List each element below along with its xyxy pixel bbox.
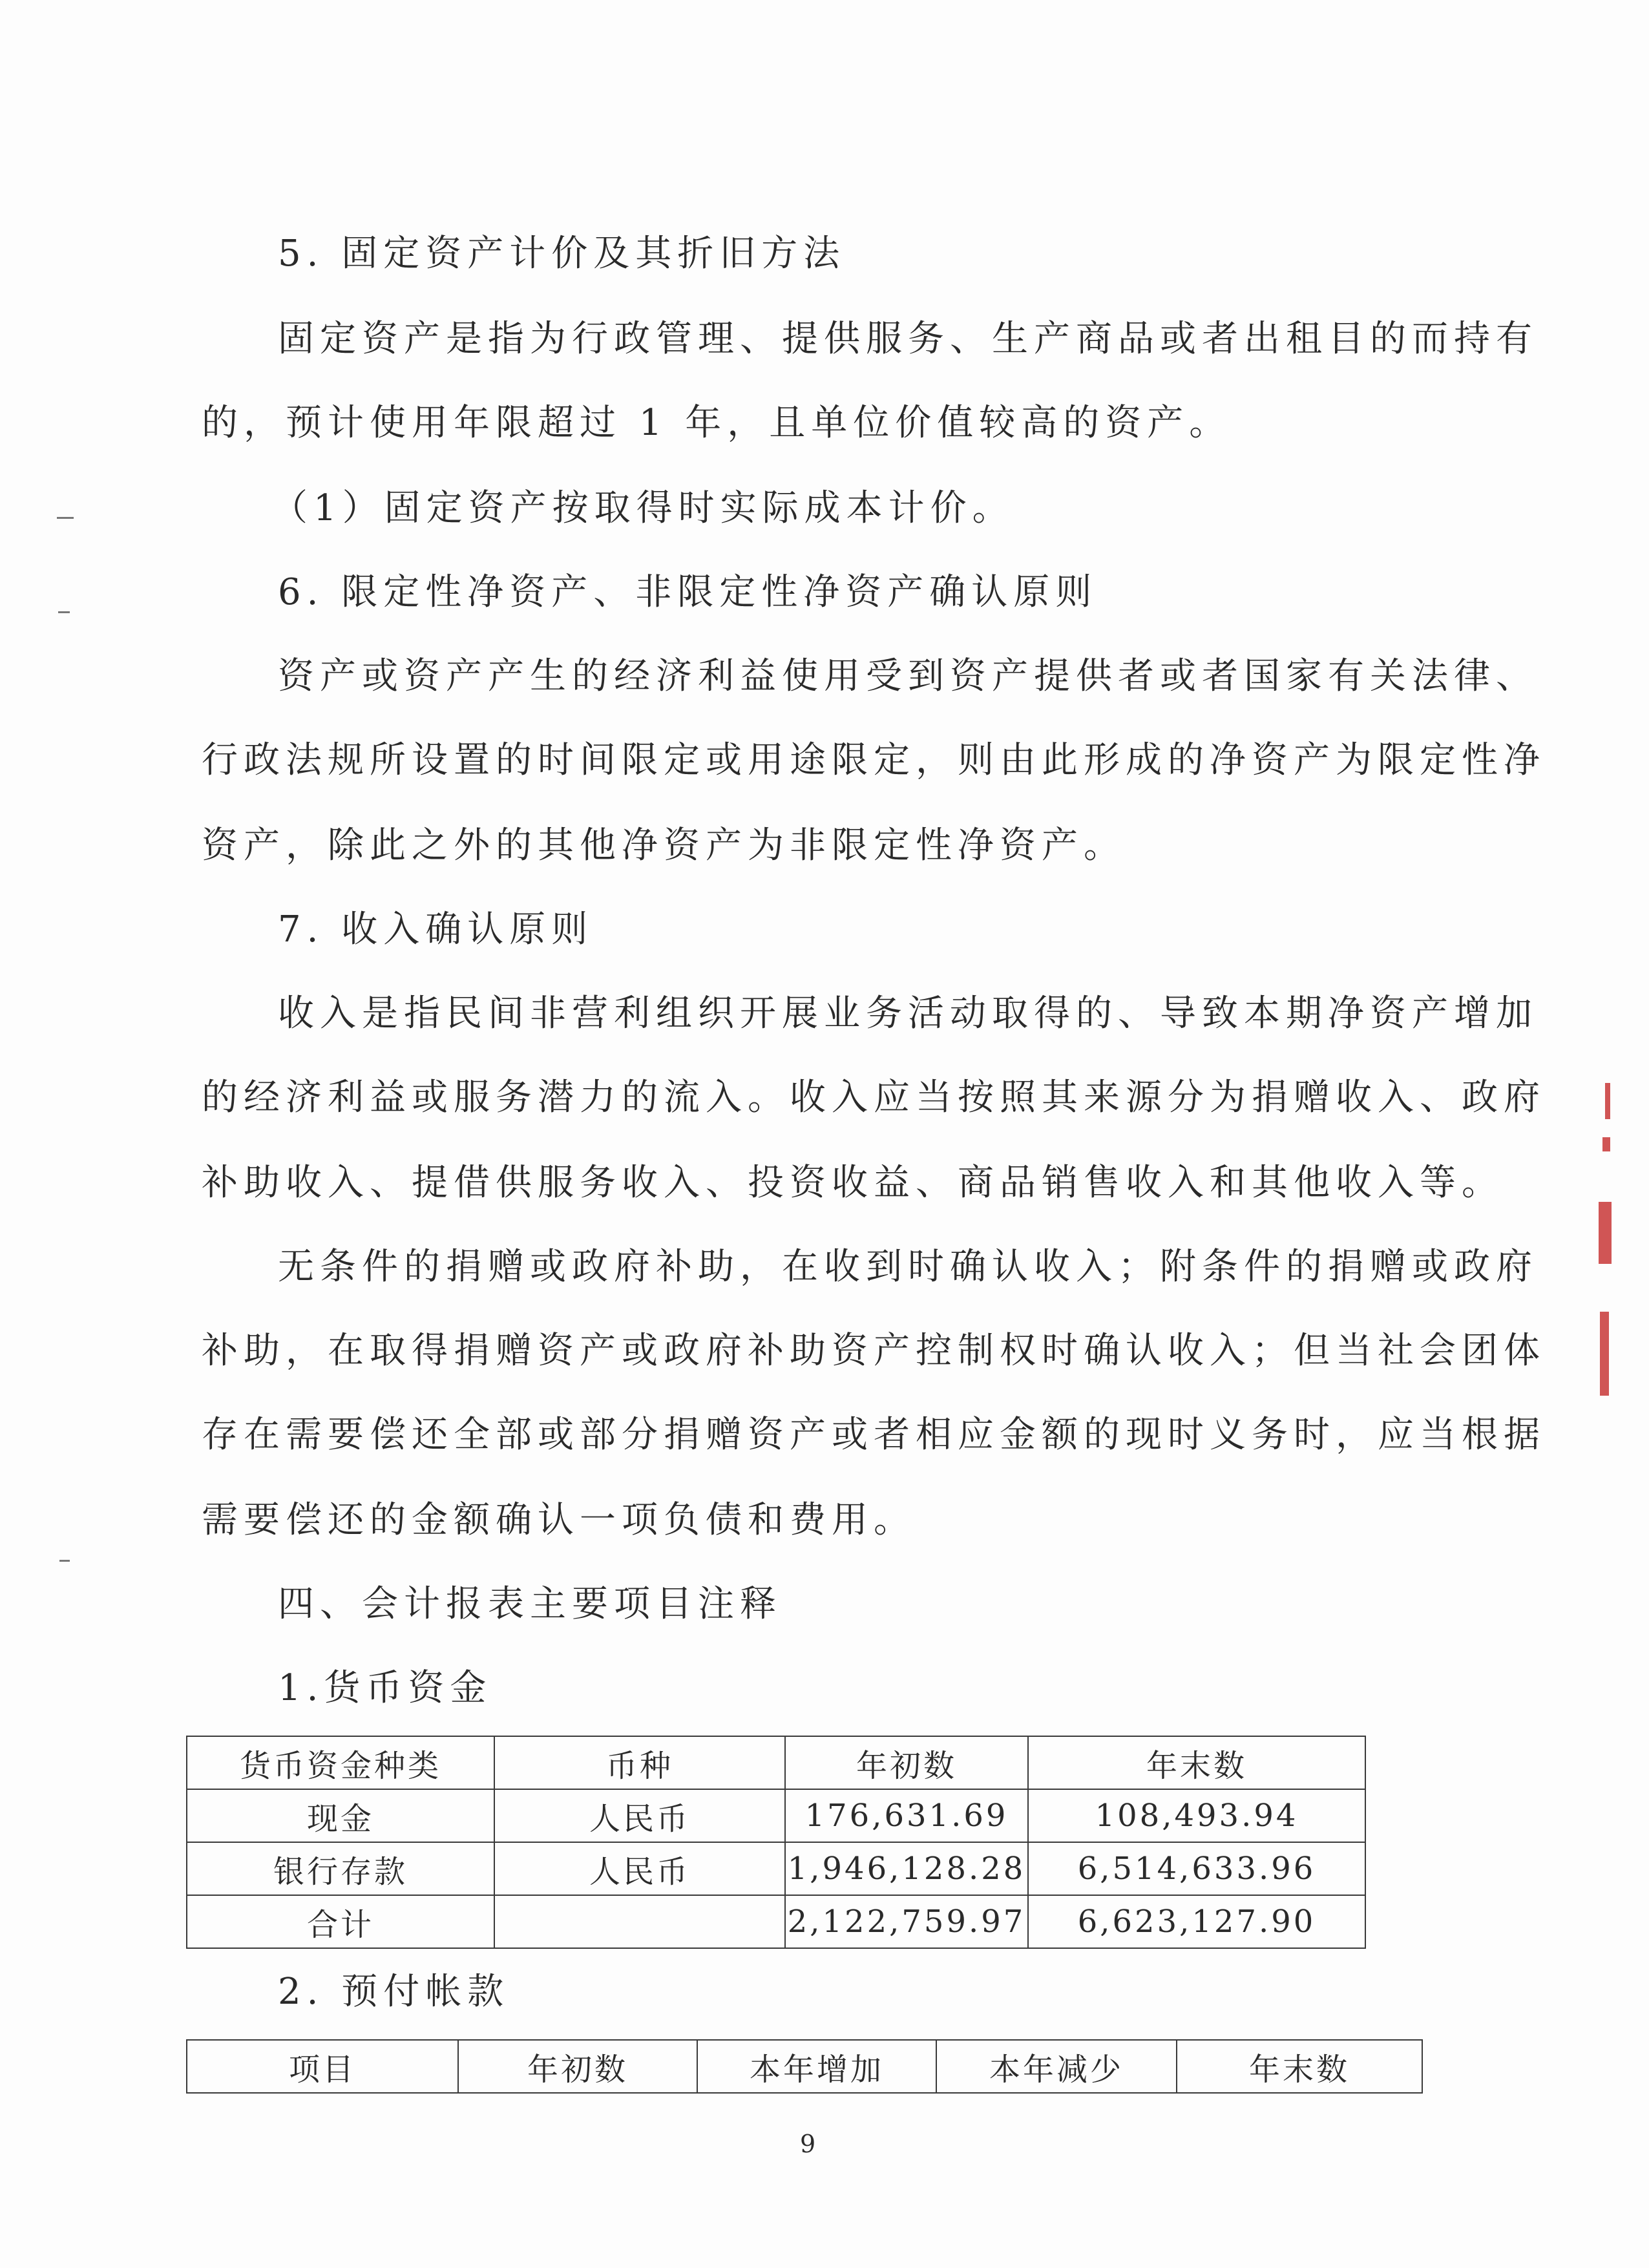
paragraph-donation-line-3: 存在需要偿还全部或部分捐赠资产或者相应金额的现时义务时，应当根据: [202, 1414, 1546, 1456]
table-header-cell: 本年增加: [697, 2040, 936, 2093]
paragraph-revenue-line-2: 的经济利益或服务潜力的流入。收入应当按照其来源分为捐赠收入、政府: [202, 1076, 1546, 1118]
table-row: [187, 1789, 1365, 1842]
scan-mark: [59, 1560, 70, 1562]
section-heading-notes: 四、会计报表主要项目注释: [278, 1583, 782, 1625]
paragraph-revenue-line-3: 补助收入、提借供服务收入、投资收益、商品销售收入和其他收入等。: [202, 1162, 1504, 1204]
table-header-row: [187, 2040, 1422, 2093]
table-cell: 合计: [187, 1895, 494, 1948]
subsection-heading-cash: 1.货币资金: [278, 1667, 492, 1709]
scan-mark: [58, 611, 70, 613]
seal-fragment: [1600, 1312, 1609, 1396]
table-cell: 现金: [187, 1789, 494, 1842]
paragraph-net-assets-line-1: 资产或资产产生的经济利益使用受到资产提供者或者国家有关法律、: [278, 655, 1538, 697]
subsection-heading-prepaid: 2. 预付帐款: [278, 1971, 510, 2013]
table-cell: 108,493.94: [1028, 1789, 1365, 1842]
table-cell: 176,631.69: [785, 1789, 1028, 1842]
table-cell: 6,623,127.90: [1028, 1895, 1365, 1948]
seal-fragment: [1605, 1083, 1610, 1119]
prepaid-table: [186, 2039, 1423, 2094]
paragraph-net-assets-line-2: 行政法规所设置的时间限定或用途限定，则由此形成的净资产为限定性净: [202, 739, 1546, 781]
table-header-cell: 币种: [494, 1736, 785, 1789]
table-cell: 2,122,759.97: [785, 1895, 1028, 1948]
paragraph-net-assets-line-3: 资产，除此之外的其他净资产为非限定性净资产。: [202, 824, 1126, 866]
paragraph-fixed-assets-line-2: 的，预计使用年限超过 1 年，且单位价值较高的资产。: [202, 402, 1232, 444]
table-header-cell: 年初数: [458, 2040, 697, 2093]
seal-fragment: [1599, 1202, 1612, 1264]
table-cell: 人民币: [494, 1842, 785, 1895]
table-cell: 银行存款: [187, 1842, 494, 1895]
section-heading-revenue: 7. 收入确认原则: [278, 908, 594, 950]
section-heading-fixed-assets: 5. 固定资产计价及其折旧方法: [278, 233, 846, 275]
table-header-cell: 年末数: [1028, 1736, 1365, 1789]
scan-mark: [57, 517, 74, 519]
paragraph-donation-line-4: 需要偿还的金额确认一项负债和费用。: [202, 1499, 916, 1541]
table-row: [187, 1895, 1365, 1948]
table-row: [187, 1842, 1365, 1895]
table-header-cell: 年末数: [1177, 2040, 1422, 2093]
table-header-cell: 项目: [187, 2040, 458, 2093]
paragraph-revenue-line-1: 收入是指民间非营利组织开展业务活动取得的、导致本期净资产增加: [278, 992, 1538, 1034]
paragraph-fixed-assets-cost: （1）固定资产按取得时实际成本计价。: [271, 487, 1014, 529]
paragraph-donation-line-1: 无条件的捐赠或政府补助，在收到时确认收入；附条件的捐赠或政府: [278, 1246, 1538, 1288]
page-number: 9: [800, 2130, 816, 2158]
table-cell: [494, 1895, 785, 1948]
table-header-row: [187, 1736, 1365, 1789]
paragraph-donation-line-2: 补助，在取得捐赠资产或政府补助资产控制权时确认收入；但当社会团体: [202, 1330, 1546, 1372]
cash-table: [186, 1736, 1366, 1949]
table-cell: 6,514,633.96: [1028, 1842, 1365, 1895]
section-heading-net-assets: 6. 限定性净资产、非限定性净资产确认原则: [278, 571, 1098, 613]
table-header-cell: 年初数: [785, 1736, 1028, 1789]
table-header-cell: 货币资金种类: [187, 1736, 494, 1789]
table-header-cell: 本年减少: [936, 2040, 1177, 2093]
table-cell: 人民币: [494, 1789, 785, 1842]
paragraph-fixed-assets-line-1: 固定资产是指为行政管理、提供服务、生产商品或者出租目的而持有: [278, 318, 1538, 360]
seal-fragment: [1602, 1137, 1610, 1151]
table-cell: 1,946,128.28: [785, 1842, 1028, 1895]
